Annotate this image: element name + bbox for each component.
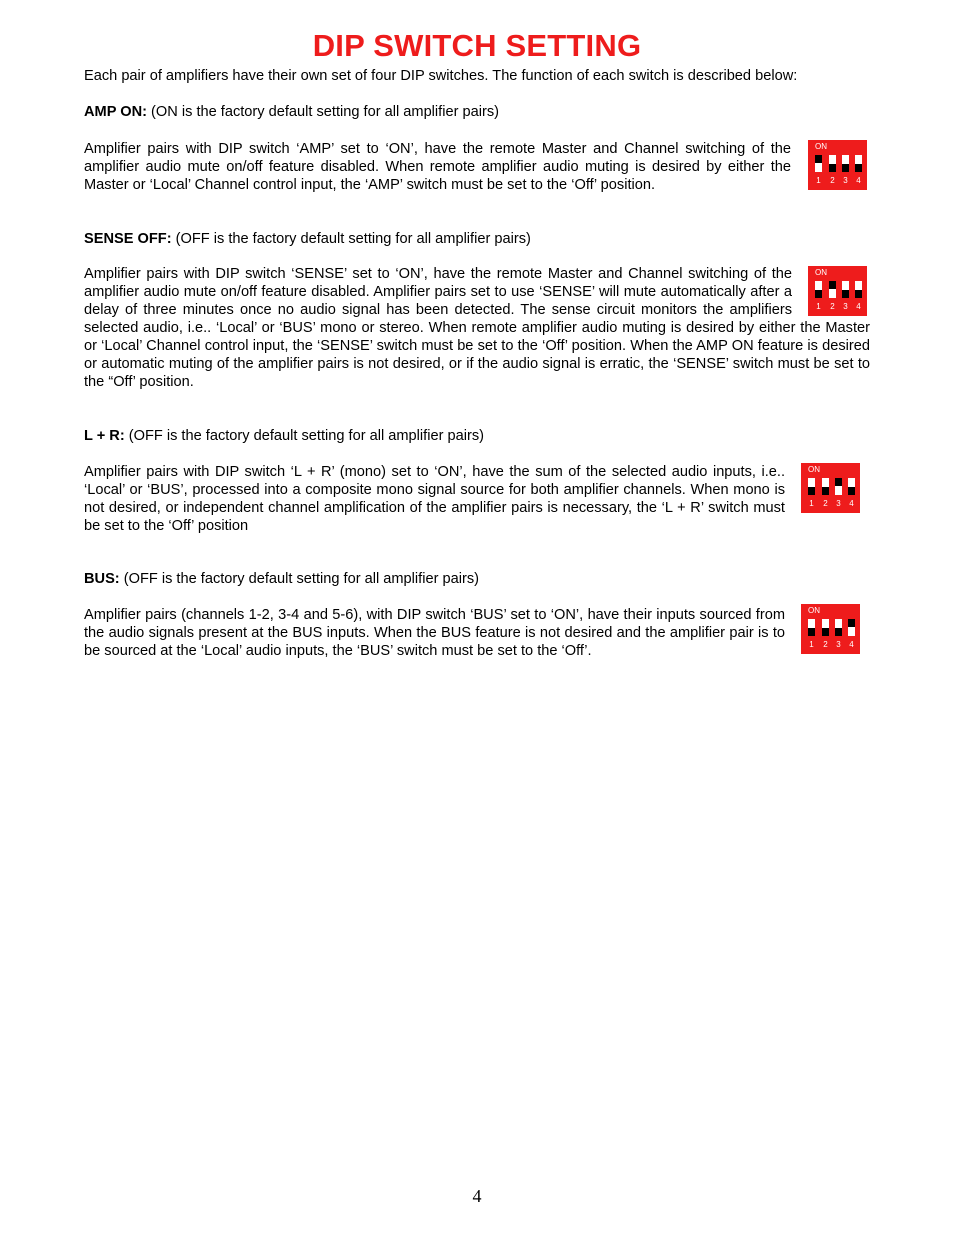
dip-switch-number: 1 <box>816 176 821 185</box>
dip-switch-number: 2 <box>830 176 835 185</box>
dip-switch-knob-down <box>855 164 862 172</box>
dip-on-label: ON <box>815 268 827 277</box>
dip-switch-number: 2 <box>830 302 835 311</box>
dip-switch-number: 1 <box>809 640 814 649</box>
dip-switch-2 <box>829 155 836 172</box>
dip-switch-number: 2 <box>823 640 828 649</box>
dip-switch-knob-down <box>842 164 849 172</box>
bus-body: Amplifier pairs (channels 1-2, 3-4 and 5-6), with DIP switch ‘BUS’ set to ‘ON’, have their inputs sourced from the audio signals present at the BUS inputs. When the BUS feature is not desired and the amplifier pair is to be sourced at the ‘Local’ audio inputs, the ‘BUS’ switch must be set to the ‘Off’. <box>84 607 785 659</box>
amp-on-dip-switch-diagram <box>808 140 867 190</box>
intro-text: Each pair of amplifiers have their own set of four DIP switches. The function of each switch is described below: <box>84 68 798 84</box>
page-title: DIP SWITCH SETTING <box>312 28 642 63</box>
dip-switch-4 <box>848 619 855 636</box>
dip-switch-1 <box>815 155 822 172</box>
sense-off-label: SENSE OFF: <box>84 231 172 247</box>
sense-off-heading <box>84 230 874 248</box>
dip-switch-2 <box>822 619 829 636</box>
dip-switch-number: 3 <box>843 176 848 185</box>
dip-switch-4 <box>855 155 862 172</box>
dip-switch-number: 1 <box>816 302 821 311</box>
dip-switch-number: 1 <box>809 499 814 508</box>
dip-switch-knob-down <box>808 487 815 495</box>
l-plus-r-heading <box>84 427 874 445</box>
bus-dip-switch-diagram <box>801 604 860 654</box>
dip-switch-1 <box>808 619 815 636</box>
dip-switch-knob-down <box>848 487 855 495</box>
dip-switch-number: 3 <box>836 499 841 508</box>
dip-on-label: ON <box>808 606 820 615</box>
dip-switch-3 <box>842 155 849 172</box>
dip-switch-knob-down <box>822 487 829 495</box>
dip-on-label: ON <box>815 142 827 151</box>
dip-on-label: ON <box>808 465 820 474</box>
dip-switch-knob-down <box>835 628 842 636</box>
l-plus-r-dip-switch-diagram <box>801 463 860 513</box>
dip-switch-1 <box>808 478 815 495</box>
page-number: 4 <box>472 1186 482 1206</box>
amp-on-body: Amplifier pairs with DIP switch ‘AMP’ set to ‘ON’, have the remote Master and Channel switching of the amplifier audio mute on/off feature disabled. When remote amplifier audio muting is desired by either the Master or ‘Local’ Channel control input, the ‘AMP’ switch must be set to the ‘Off’ position. <box>84 141 791 193</box>
dip-switch-4 <box>848 478 855 495</box>
dip-switch-number: 3 <box>843 302 848 311</box>
sense-off-note: (OFF is the factory default setting for all amplifier pairs) <box>171 231 531 247</box>
dip-switch-3 <box>835 619 842 636</box>
l-plus-r-label: L + R: <box>84 428 125 444</box>
l-plus-r-body: Amplifier pairs with DIP switch ‘L + R’ (mono) set to ‘ON’, have the sum of the selected audio inputs, i.e.. ‘Local’ or ‘BUS’, processed into a composite mono signal source for both amplifier channels. When mono is not desired, or independent channel amplification of the amplifier pairs is necessary, the ‘L + R’ switch must be set to the ‘Off’ position <box>84 464 785 534</box>
dip-switch-3 <box>835 478 842 495</box>
bus-label: BUS: <box>84 571 120 587</box>
amp-on-heading <box>84 103 874 121</box>
dip-switch-knob-down <box>822 628 829 636</box>
dip-switch-number: 4 <box>849 499 854 508</box>
amp-on-label: AMP ON: <box>84 104 147 120</box>
dip-switch-knob-up <box>848 619 855 627</box>
dip-switch-number: 3 <box>836 640 841 649</box>
dip-switch-knob-down <box>829 164 836 172</box>
dip-switch-number: 4 <box>856 176 861 185</box>
dip-switch-number: 4 <box>849 640 854 649</box>
dip-switch-knob-up <box>835 478 842 486</box>
bus-note: (OFF is the factory default setting for all amplifier pairs) <box>119 571 479 587</box>
sense-off-body: Amplifier pairs with DIP switch ‘SENSE’ set to ‘ON’, have the remote Master and Channel switching of the amplifier audio mute on/off feature disabled. Amplifier pairs set to use ‘SENSE’ will mute automatically after a delay of three minutes once no audio signal has been detected. The sense circuit monitors the amplifiers selected audio, i.e.. ‘Local’ or ‘BUS’ mono or stereo. When remote amplifier audio muting is desired by either the Master or ‘Local’ Channel control input, the ‘SENSE’ switch must be set to the ‘Off’ position. When the AMP ON feature is desired or automatic muting of the amplifier pairs is not desired, or if the audio signal is erratic, the ‘SENSE’ switch must be set to the “Off’ position. <box>84 266 870 390</box>
dip-switch-knob-down <box>808 628 815 636</box>
dip-switch-number: 4 <box>856 302 861 311</box>
amp-on-note: (ON is the factory default setting for all amplifier pairs) <box>146 104 499 120</box>
l-plus-r-note: (OFF is the factory default setting for all amplifier pairs) <box>124 428 484 444</box>
dip-switch-number: 2 <box>823 499 828 508</box>
bus-heading <box>84 570 874 588</box>
dip-switch-2 <box>822 478 829 495</box>
dip-switch-knob-up <box>815 155 822 163</box>
